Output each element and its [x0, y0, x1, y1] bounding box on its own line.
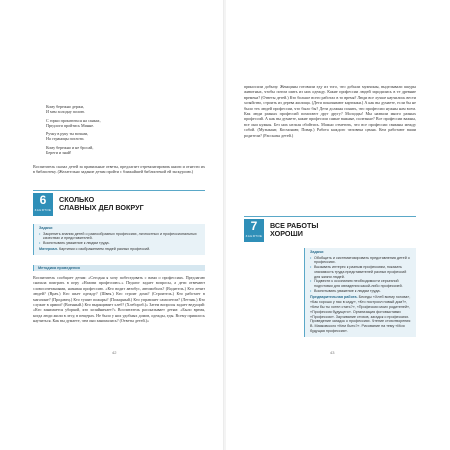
lesson-7-header — [244, 216, 416, 244]
task-item: • Закрепить знания детей о разнообразных профессиях, личностных и профессиональных качествах и представителей. — [39, 232, 201, 242]
lesson-7-material: Предварительная работа. Беседы «Хлеб всему голова», «Как хорошо у нас в саду», «Кто построил новый дом?», «Кем бы ты хотел стать?», «Профессии моих родителей», «Профессия будущего». Организация фотовыставки «Профессии». Заучивание стихов, загадок о профессиях. Проведение загадок о профессиях. Чтение стихотворения В. Маяковского «Кем быть?». Рисование на тему «Моя будущая профессия». — [310, 295, 411, 333]
task-item: • Вызывать интерес к разным профессиям, показать значимость труда представителей разных профессий для жизни людей. — [310, 265, 412, 279]
page-number-left: 42 — [112, 350, 117, 355]
right-top-text: приносили добычу. Женщины готовили еду из того, что добыли мужчины, выделывали шкуры животных, чтобы потом шить из них одежду. Какие профессии людей зародились в те древние времена? (Ответы детей.) Кто больше всего работал в то время? Люди все лучше научились вести хозяйство, строить из дерева жилища. (Дети показывают картинки.) А как вы думаете, если бы не было тех людей профессии, что было бы? Дети должны понять, что профессии нужны нам всем. Как люди разных профессий помогают друг другу? Молодцы! Мы назвали много разных профессий. А как вы думаете, какие профессии самые важные, полезные? Все профессии важны, все они нужны. Без них нельзя обойтись. Можно отметить, что все профессии связаны между собой. (Музыкант, Космонавт, Повар.) Работа каждого человека ценна. Кем работают ваши родители? (Рассказы детей.) — [244, 84, 416, 138]
left-page — [0, 0, 224, 450]
task-item: • Обобщить и систематизировать представления детей о профессиях. — [310, 256, 412, 266]
task-item: • Воспитывать уважение к людям труда. — [39, 241, 201, 246]
lesson-7-tasks: Задачи • Обобщить и систематизировать представления детей о профессиях. • Вызывать интерес к разным профессиям, показать значимость труда представителей разных профессий для жизни людей. • Подвести к осознанию необходимости серьезной подготовки для овладения какой-либо профессией. • Воспитывать уважение к людям труда. Предварительная работа. Беседы «Хлеб всему голова», «Как хорошо у нас в саду», «Кто построил новый дом?», «Кем бы ты хотел стать?», «Профессии моих родителей», «Профессия будущего». Организация фотовыставки «Профессии». Заучивание стихов, загадок о профессиях. Проведение загадок о профессиях. Чтение стихотворения В. Маяковского «Кем быть?». Рисование на тему «Моя будущая профессия». — [304, 248, 416, 337]
right-page — [226, 0, 450, 450]
lesson-6-header — [33, 190, 205, 218]
lesson-6-material: Материал. Картинки с изображением людей разных профессий. — [39, 247, 151, 252]
lesson-6-tasks: Задачи • Закрепить знания детей о разнообразных профессиях, личностных и профессиональных качествах и представителей. • Воспитывать уважение к людям труда. Материал. Картинки с изображением людей разных профессий. — [33, 224, 205, 255]
poem-stanza: С горки прокатиться на санках, Предлоги пройтись Минне. — [46, 117, 101, 128]
task-item: • Воспитывать уважение к людям труда. — [310, 289, 412, 294]
page-number-right: 43 — [330, 350, 335, 355]
method-text: Воспитатель сообщает детям: «Сегодня я хочу побеседовать с вами о профессиях. Предлагаю сначала поиграть в игру «Назови профессию».» Педагог задает вопросы, а дети отвечают словосочетаниями, называя профессию. «Кто водит автобус, автомобиль? (Водитель.) Кто лечит людей? (Врач.) Кто шьет одежду? (Швея.) Кто строит дома? (Строитель.) Кто работает в магазине? (Продавец.) Кто тушит пожары? (Пожарный.) Кто управляет самолетом? (Летчик.) Кто служит в армии? (Военный.) Кто выращивает хлеб? (Хлебороб.)» Затем вопросы задает ведущий: «Кто занимается уборкой, кто хозяйничает?» Воспитатель рассказывает детям: «Было время, когда люди жили в лесу, в пещерах. Не было у них удобных домов, одежды, еды. Всему пришлось научиться. Как вы думаете, чем они занимались? (Ответы детей.)» — [33, 275, 205, 324]
task-item: • Подвести к осознанию необходимости серьезной подготовки для овладения какой-либо профессией. — [310, 279, 412, 289]
poem — [46, 104, 166, 158]
poem-stanza: Кому бережно держи, И мен холодну полою. — [46, 104, 86, 115]
lesson-6-title: СКОЛЬКО СЛАВНЫХ ДЕЛ ВОКРУГ — [59, 195, 144, 212]
method-heading: Методика проведения — [33, 265, 205, 271]
lesson-7-title: ВСЕ РАБОТЫ ХОРОШИ — [270, 221, 319, 238]
poem-stanza: Кому бережно и не бросай, Береги и знай! — [46, 144, 94, 155]
lesson-6-badge: 6 ЗАНЯТИЕ — [33, 193, 53, 216]
poem-stanza: Ручку в руку ты возьми, На страницы поглоти. — [46, 131, 89, 142]
intro-paragraph: Воспитатель сказал детей за правильные ответы, предлагает отремонтировать книги и отнести их в библиотеку. (Желательно задание детям пройти с ближайшей библиотекой ей экскурсию.) — [33, 164, 205, 175]
lesson-7-badge: 7 ЗАНЯТИЕ — [244, 219, 264, 242]
